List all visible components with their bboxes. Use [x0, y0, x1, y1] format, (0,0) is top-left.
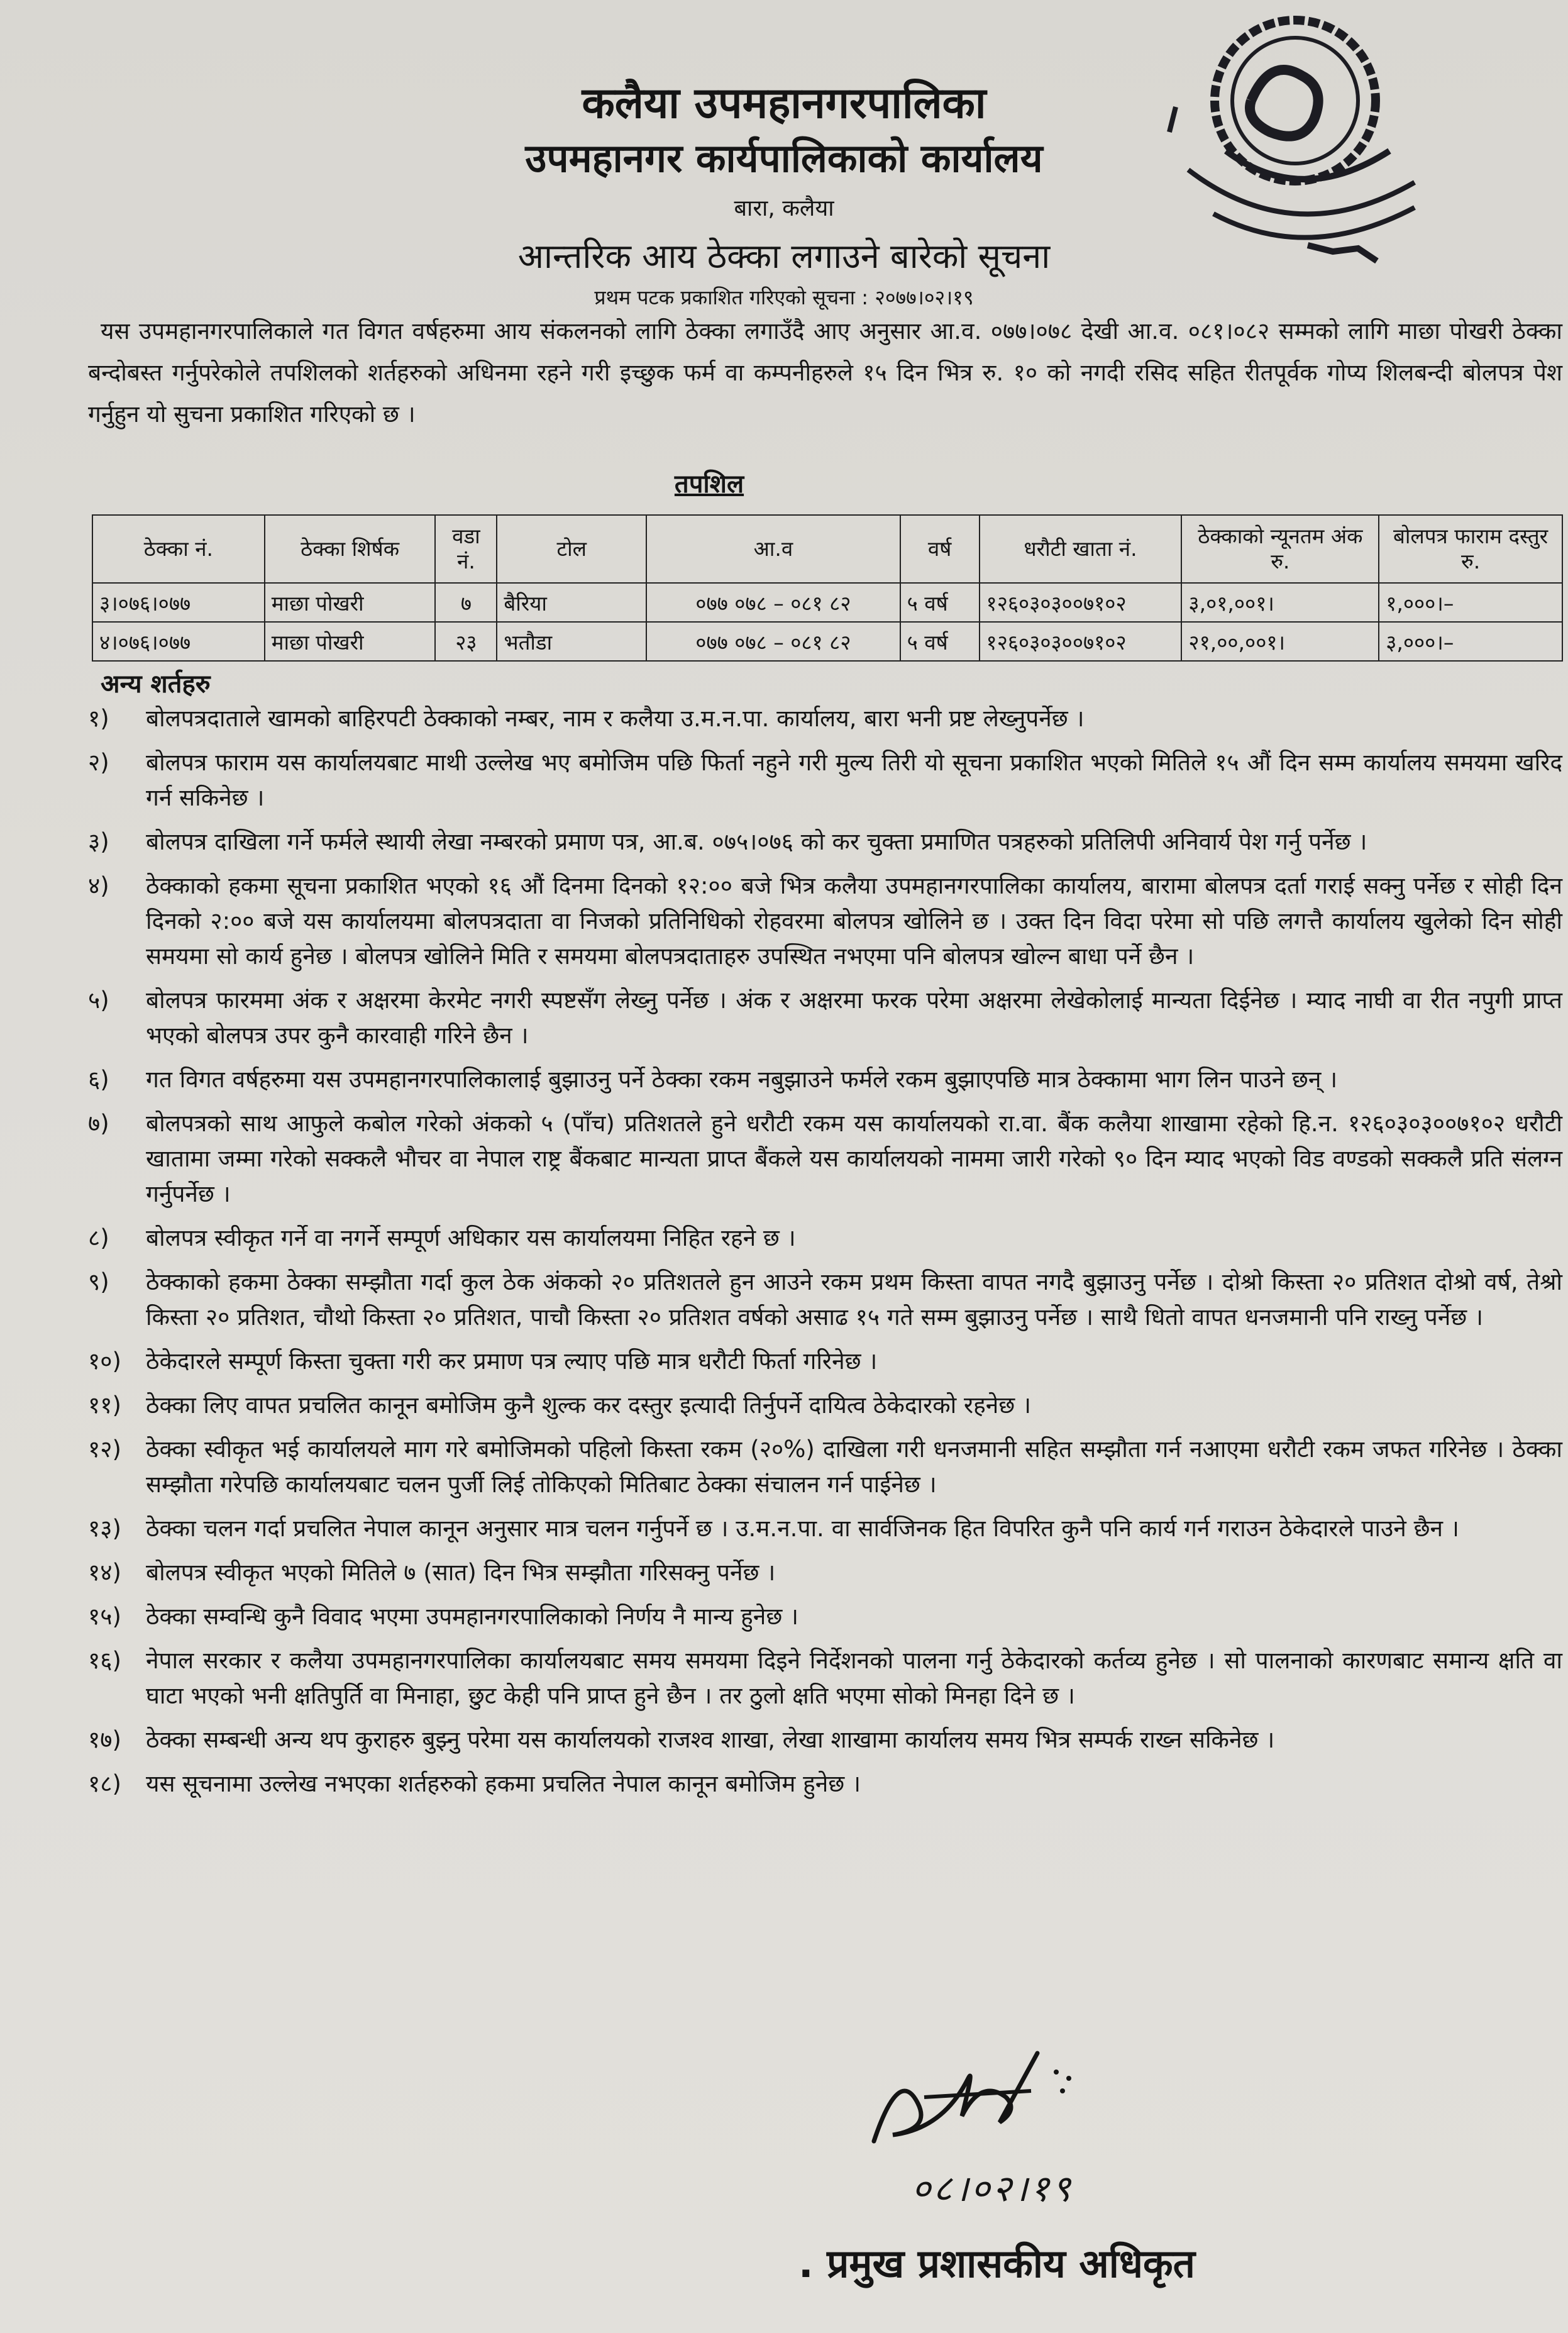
term-number: १८): [88, 1770, 121, 1797]
term-number: १): [88, 705, 109, 732]
terms-list: [88, 701, 1562, 1810]
notice-header: [0, 75, 1568, 312]
term-item: [88, 983, 1562, 1053]
col-ward-no: वडा नं.: [435, 515, 497, 583]
term-text: बोलपत्र फारममा अंक र अक्षरमा केरमेट नगरी स्पष्टसँग लेख्नु पर्नेछ । अंक र अक्षरमा फरक परेमा अक्षरमा लेखेकोलाई मान्यता दिईनेछ । म्याद नाघी वा रीत नपुगी प्राप्त भएको बोलपत्र उपर कुनै कारवाही गरिने छैन ।: [146, 987, 1562, 1049]
term-number: २): [88, 749, 109, 776]
term-item: [88, 1766, 1562, 1802]
cell-fiscal-year: ०७७ ०७८ – ०८१ ८२: [646, 583, 900, 622]
term-item: [88, 1221, 1562, 1256]
term-item: [88, 1344, 1562, 1379]
schedule-title: तपशिल: [674, 470, 744, 499]
col-years: वर्ष: [900, 515, 980, 583]
term-item: [88, 1643, 1562, 1714]
term-number: ४): [88, 872, 109, 899]
term-text: ठेक्का सम्बन्धी अन्य थप कुराहरु बुझ्नु परेमा यस कार्यालयको राजश्व शाखा, लेखा शाखामा कार्यालय समय भित्र सम्पर्क राख्न सकिनेछ ।: [146, 1726, 1275, 1753]
term-number: ३): [88, 828, 109, 855]
col-form-fee: बोलपत्र फाराम दस्तुर रु.: [1379, 515, 1562, 583]
cell-deposit-account: १२६०३०३००७१०२: [980, 622, 1182, 661]
cell-contract-no: ४।०७६।०७७: [92, 622, 265, 661]
table-row: [92, 622, 1562, 661]
cell-contract-title: माछा पोखरी: [265, 583, 436, 622]
signature-date: ०८।०२।१९: [912, 2167, 1073, 2210]
notice-title: आन्तरिक आय ठेक्का लगाउने बारेको सूचना: [517, 236, 1051, 276]
term-number: १३): [88, 1515, 121, 1542]
term-text: बोलपत्र स्वीकृत गर्ने वा नगर्ने सम्पूर्ण अधिकार यस कार्यालयमा निहित रहने छ ।: [146, 1224, 796, 1251]
col-tole: टोल: [497, 515, 646, 583]
col-minimum-amount: ठेक्काको न्यूनतम अंक रु.: [1181, 515, 1379, 583]
term-text: बोलपत्रको साथ आफुले कबोल गरेको अंकको ५ (पाँच) प्रतिशतले हुने धरौटी रकम यस कार्यालयको रा.वा. बैंक कलैया शाखामा रहेको हि.न. १२६०३०३००७१०२ धरौटी खातामा जम्मा गरेको सक्कलै भौचर वा नेपाल राष्ट्र बैंकबाट मान्यता प्राप्त बैंकले यस कार्यालयको नाममा जारी गरेको ९० दिन म्याद भएको विड वण्डको सक्कलै प्रति संलग्न गर्नुपर्नेछ ।: [146, 1110, 1562, 1207]
term-number: ८): [88, 1224, 109, 1251]
term-number: १६): [88, 1647, 121, 1674]
term-number: १०): [88, 1348, 121, 1375]
term-item: [88, 701, 1562, 736]
term-number: ११): [88, 1392, 121, 1419]
term-text: यस सूचनामा उल्लेख नभएका शर्तहरुको हकमा प्रचलित नेपाल कानून बमोजिम हुनेछ ।: [146, 1770, 861, 1797]
term-item: [88, 745, 1562, 816]
term-text: बोलपत्र दाखिला गर्ने फर्मले स्थायी लेखा नम्बरको प्रमाण पत्र, आ.ब. ०७५।०७६ को कर चुक्ता प्रमाणित पत्रहरुको प्रतिलिपी अनिवार्य पेश गर्नु पर्नेछ ।: [146, 828, 1367, 855]
col-contract-title: ठेक्का शिर्षक: [265, 515, 436, 583]
contract-schedule-table: [92, 514, 1563, 662]
term-text: बोलपत्र फाराम यस कार्यालयबाट माथी उल्लेख भए बमोजिम पछि फिर्ता नहुने गरी मुल्य तिरी यो सूचना प्रकाशित भएको मितिले १५ औं दिन सम्म कार्यालय समयमा खरिद गर्न सकिनेछ ।: [146, 749, 1562, 811]
first-published-line: प्रथम पटक प्रकाशित गरिएको सूचना : २०७७।०२।१९: [594, 285, 974, 309]
cell-minimum-amount: २१,००,००१।: [1181, 622, 1379, 661]
term-item: [88, 824, 1562, 860]
cell-tole: बैरिया: [497, 583, 646, 622]
term-text: ठेक्का चलन गर्दा प्रचलित नेपाल कानून अनुसार मात्र चलन गर्नुपर्ने छ । उ.म.न.पा. वा सार्वजिनक हित विपरित कुनै पनि कार्य गर्न गराउन ठेकेदारले पाउने छैन ।: [146, 1515, 1459, 1542]
table-row: [92, 583, 1562, 622]
term-item: [88, 1511, 1562, 1546]
cell-tole: भतौडा: [497, 622, 646, 661]
cell-years: ५ वर्ष: [900, 583, 980, 622]
term-item: [88, 1432, 1562, 1502]
term-item: [88, 1265, 1562, 1335]
term-number: १५): [88, 1603, 121, 1630]
col-fiscal-year: आ.व: [646, 515, 900, 583]
term-number: १७): [88, 1726, 121, 1753]
cell-minimum-amount: ३,०१,००१।: [1181, 583, 1379, 622]
col-contract-no: ठेक्का नं.: [92, 515, 265, 583]
intro-paragraph: यस उपमहानगरपालिकाले गत विगत वर्षहरुमा आय संकलनको लागि ठेक्का लगाउँदै आए अनुसार आ.व. ०७७।०७८ देखी आ.व. ०८१।०८२ सम्मको लागि माछा पोखरी ठेक्का बन्दोबस्त गर्नुपरेकोले तपशिलको शर्तहरुको अधिनमा रहने गरी इच्छुक फर्म वा कम्पनीहरुले १५ दिन भित्र रु. १० को नगदी रसिद सहित रीतपूर्वक गोप्य शिलबन्दी बोलपत्र पेश गर्नुहुन यो सुचना प्रकाशित गरिएको छ ।: [88, 318, 1562, 428]
term-text: ठेकेदारले सम्पूर्ण किस्ता चुक्ता गरी कर प्रमाण पत्र ल्याए पछि मात्र धरौटी फिर्ता गरिनेछ ।: [146, 1348, 878, 1375]
cell-ward-no: ७: [435, 583, 497, 622]
term-text: बोलपत्र स्वीकृत भएको मितिले ७ (सात) दिन भित्र सम्झौता गरिसक्नु पर्नेछ ।: [146, 1559, 776, 1586]
col-deposit-account: धरौटी खाता नं.: [980, 515, 1182, 583]
municipality-name: कलैया उपमहानगरपालिका: [582, 79, 986, 128]
term-item: [88, 1062, 1562, 1097]
cell-contract-title: माछा पोखरी: [265, 622, 436, 661]
office-name: उपमहानगर कार्यपालिकाको कार्यालय: [525, 135, 1043, 181]
term-text: नेपाल सरकार र कलैया उपमहानगरपालिका कार्यालयबाट समय समयमा दिइने निर्देशनको पालना गर्नु ठेकेदारको कर्तव्य हुनेछ । सो पालनाको कारणबाट समान्य क्षति वा घाटा भएको भनी क्षतिपुर्ति वा मिनाहा, छुट केही पनि प्राप्त हुने छैन । तर ठुलो क्षति भएमा सोको मिनहा दिने छ ।: [146, 1647, 1562, 1709]
officer-signature: [855, 2047, 1094, 2154]
term-text: गत विगत वर्षहरुमा यस उपमहानगरपालिकालाई बुझाउनु पर्ने ठेक्का रकम नबुझाउने फर्मले रकम बुझाएपछि मात्र ठेक्कामा भाग लिन पाउने छन् ।: [146, 1066, 1338, 1093]
term-text: ठेक्का स्वीकृत भई कार्यालयले माग गरे बमोजिमको पहिलो किस्ता रकम (२०%) दाखिला गरी धनजमानी सहित सम्झौता गर्न नआएमा धरौटी रकम जफत गरिनेछ । ठेक्का सम्झौता गरेपछि कार्यालयबाट चलन पुर्जी लिई तोकिएको मितिबाट ठेक्का संचालन गर्न पाईनेछ ।: [146, 1436, 1562, 1498]
term-item: [88, 1555, 1562, 1590]
cell-form-fee: १,०००।–: [1379, 583, 1562, 622]
term-number: ५): [88, 987, 109, 1014]
term-number: ६): [88, 1066, 109, 1093]
term-number: १२): [88, 1436, 121, 1463]
cell-form-fee: ३,०००।–: [1379, 622, 1562, 661]
term-number: ९): [88, 1268, 109, 1295]
other-terms-title: अन्य शर्तहरु: [101, 670, 211, 699]
cell-fiscal-year: ०७७ ०७८ – ०८१ ८२: [646, 622, 900, 661]
term-item: [88, 1106, 1562, 1212]
cell-ward-no: २३: [435, 622, 497, 661]
office-address: बारा, कलैया: [734, 196, 834, 221]
term-item: [88, 868, 1562, 974]
cell-deposit-account: १२६०३०३००७१०२: [980, 583, 1182, 622]
cell-years: ५ वर्ष: [900, 622, 980, 661]
term-text: ठेक्काको हकमा सूचना प्रकाशित भएको १६ औं दिनमा दिनको १२:०० बजे भित्र कलैया उपमहानगरपालिका कार्यालय, बारामा बोलपत्र दर्ता गराई सक्नु पर्नेछ र सोही दिन दिनको २:०० बजे यस कार्यालयमा बोलपत्रदाता वा निजको प्रतिनिधिको रोहवरमा बोलपत्र खोलिने छ । उक्त दिन विदा परेमा सो पछि लगत्तै कार्यालय खुलेको दिन सोही समयमा सो कार्य हुनेछ । बोलपत्र खोलिने मिति र समयमा बोलपत्रदाताहरु उपस्थित नभएमा पनि बोलपत्र खोल्न बाधा पर्ने छैन ।: [146, 872, 1562, 970]
term-text: ठेक्का लिए वापत प्रचलित कानून बमोजिम कुनै शुल्क कर दस्तुर इत्यादी तिर्नुपर्ने दायित्व ठेकेदारको रहनेछ ।: [146, 1392, 1031, 1419]
term-text: बोलपत्रदाताले खामको बाहिरपटी ठेक्काको नम्बर, नाम र कलैया उ.म.न.पा. कार्यालय, बारा भनी प्रष्ट लेख्नुपर्नेछ ।: [146, 705, 1085, 732]
term-text: ठेक्का सम्वन्धि कुनै विवाद भएमा उपमहानगरपालिकाको निर्णय नै मान्य हुनेछ ।: [146, 1603, 799, 1630]
term-number: १४): [88, 1559, 121, 1586]
table-header-row: [92, 515, 1562, 583]
officer-designation: . प्रमुख प्रशासकीय अधिकृत: [798, 2241, 1195, 2286]
term-item: [88, 1388, 1562, 1423]
term-number: ७): [88, 1110, 109, 1137]
term-item: [88, 1599, 1562, 1634]
term-text: ठेक्काको हकमा ठेक्का सम्झौता गर्दा कुल ठेक अंकको २० प्रतिशतले हुन आउने रकम प्रथम किस्ता वापत नगदै बुझाउनु पर्नेछ । दोश्रो किस्ता २० प्रतिशत दोश्रो वर्ष, तेश्रो किस्ता २० प्रतिशत, चौथो किस्ता २० प्रतिशत, पाचौ किस्ता २० प्रतिशत वर्षको असाढ १५ गते सम्म बुझाउनु पर्नेछ । साथै धितो वापत धनजमानी पनि राख्नु पर्नेछ ।: [146, 1268, 1562, 1331]
term-item: [88, 1722, 1562, 1758]
cell-contract-no: ३।०७६।०७७: [92, 583, 265, 622]
